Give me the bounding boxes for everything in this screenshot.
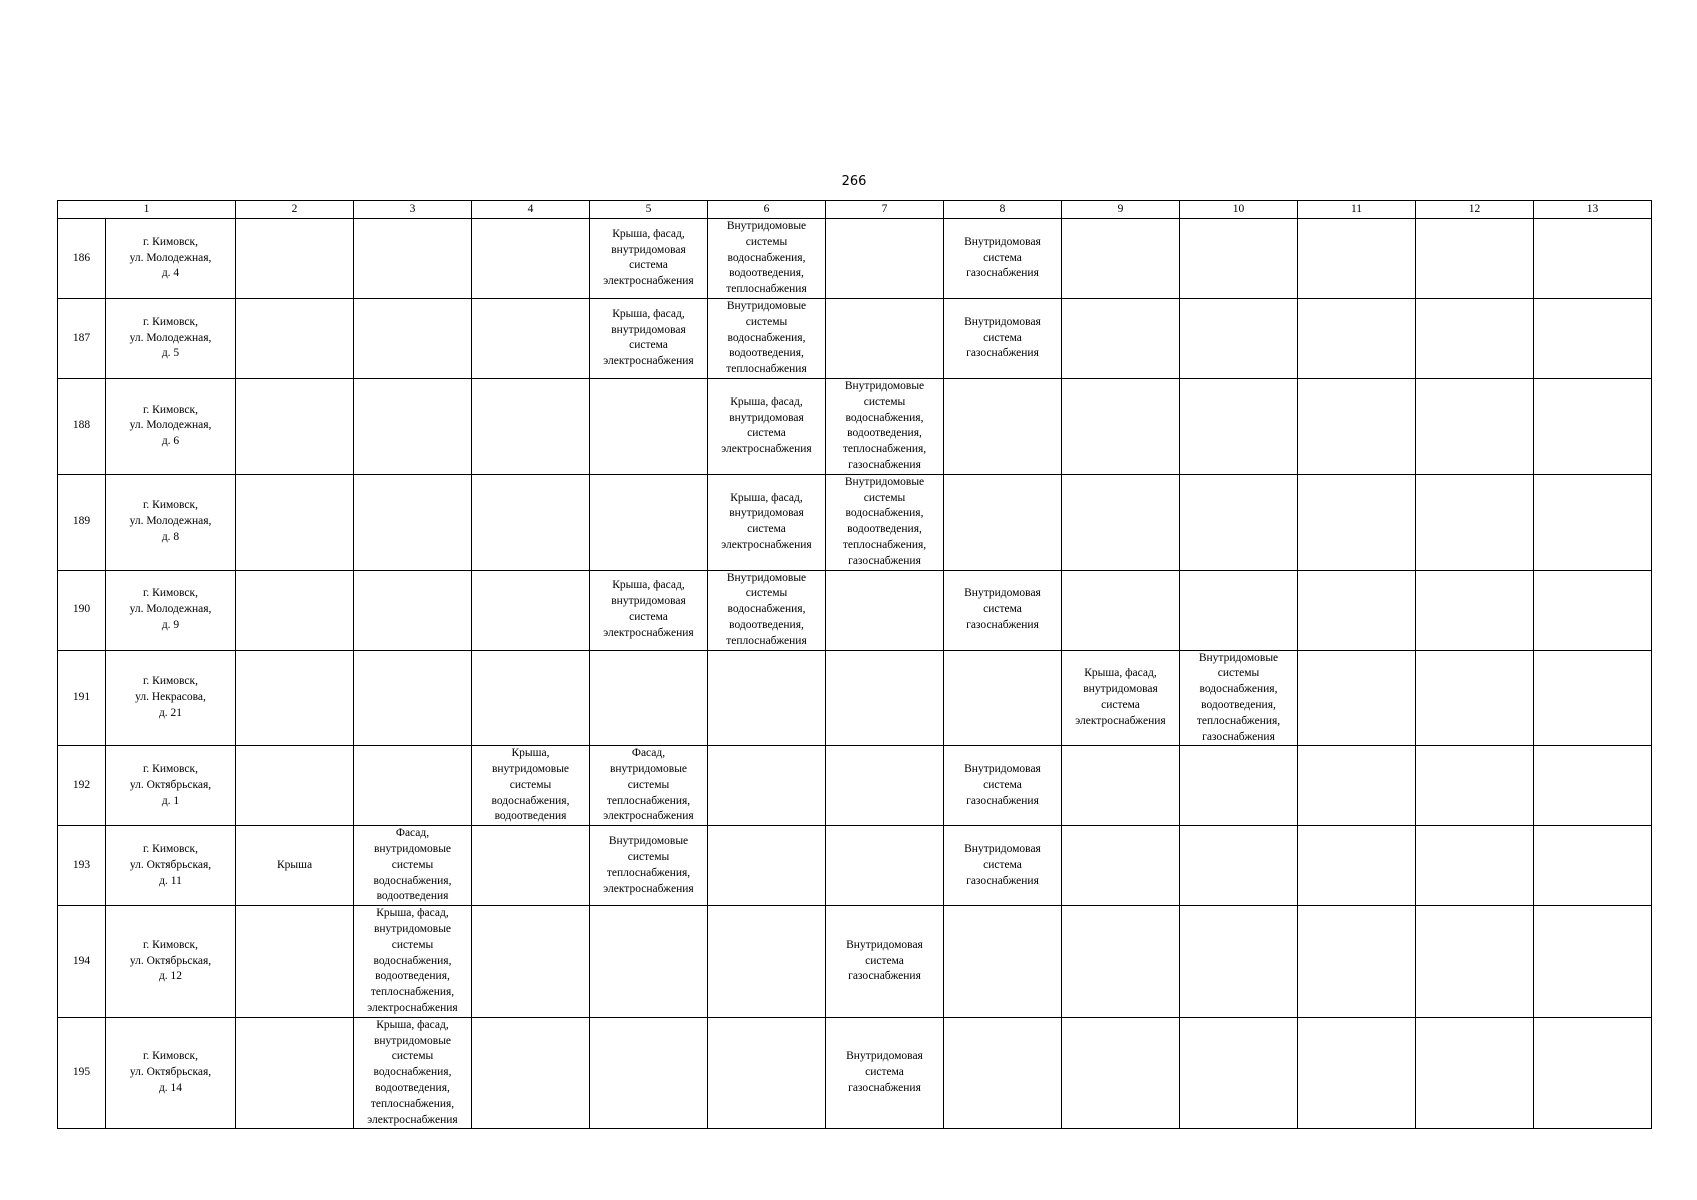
work-cell <box>1062 746 1180 826</box>
address-cell: г. Кимовск, ул. Октябрьская, д. 1 <box>106 746 236 826</box>
work-cell: Крыша, фасад, внутридомовая система электроснабжения <box>590 570 708 650</box>
work-cell <box>1298 219 1416 299</box>
work-cell <box>472 219 590 299</box>
work-cell: Крыша, фасад, внутридомовые системы водоснабжения, водоотведения, теплоснабжения, электроснабжения <box>354 906 472 1018</box>
work-cell <box>1534 570 1652 650</box>
work-cell <box>826 298 944 378</box>
work-cell <box>472 570 590 650</box>
work-cell <box>826 650 944 746</box>
work-cell <box>1062 378 1180 474</box>
work-cell: Внутридомовая система газоснабжения <box>944 219 1062 299</box>
work-cell <box>1062 219 1180 299</box>
work-cell <box>708 1017 826 1129</box>
work-cell: Крыша, фасад, внутридомовые системы водоснабжения, водоотведения, теплоснабжения, электроснабжения <box>354 1017 472 1129</box>
work-cell: Крыша, фасад, внутридомовая система электроснабжения <box>1062 650 1180 746</box>
work-cell: Внутридомовая система газоснабжения <box>826 906 944 1018</box>
work-cell <box>1180 474 1298 570</box>
work-cell <box>1416 1017 1534 1129</box>
work-cell <box>826 570 944 650</box>
table-row <box>58 650 1652 746</box>
header-cell: 9 <box>1062 201 1180 219</box>
row-number: 189 <box>58 474 106 570</box>
work-cell: Внутридомовые системы теплоснабжения, электроснабжения <box>590 826 708 906</box>
work-cell <box>1298 570 1416 650</box>
work-cell: Внутридомовые системы водоснабжения, водоотведения, теплоснабжения <box>708 570 826 650</box>
work-cell <box>590 378 708 474</box>
header-cell: 6 <box>708 201 826 219</box>
work-cell <box>1534 298 1652 378</box>
work-cell <box>944 906 1062 1018</box>
header-cell-1: 1 <box>58 201 236 219</box>
work-cell <box>1416 378 1534 474</box>
header-cell: 11 <box>1298 201 1416 219</box>
work-cell: Внутридомовая система газоснабжения <box>944 826 1062 906</box>
address-cell: г. Кимовск, ул. Некрасова, д. 21 <box>106 650 236 746</box>
header-cell: 5 <box>590 201 708 219</box>
work-cell <box>708 746 826 826</box>
work-cell <box>236 219 354 299</box>
work-cell <box>1180 746 1298 826</box>
row-number: 187 <box>58 298 106 378</box>
row-number: 193 <box>58 826 106 906</box>
row-number: 195 <box>58 1017 106 1129</box>
address-cell: г. Кимовск, ул. Октябрьская, д. 14 <box>106 1017 236 1129</box>
work-cell <box>1180 906 1298 1018</box>
table-row <box>58 378 1652 474</box>
work-cell <box>1534 474 1652 570</box>
work-cell <box>1180 826 1298 906</box>
row-number: 191 <box>58 650 106 746</box>
work-cell: Внутридомовые системы водоснабжения, водоотведения, теплоснабжения <box>708 219 826 299</box>
work-cell <box>472 298 590 378</box>
work-cell <box>1298 1017 1416 1129</box>
work-cell <box>1298 378 1416 474</box>
table-row <box>58 219 1652 299</box>
work-cell <box>472 650 590 746</box>
work-cell <box>1534 826 1652 906</box>
work-cell <box>1416 906 1534 1018</box>
work-cell <box>1298 298 1416 378</box>
work-cell <box>236 474 354 570</box>
table-row <box>58 746 1652 826</box>
header-cell: 8 <box>944 201 1062 219</box>
header-cell: 4 <box>472 201 590 219</box>
work-cell <box>708 826 826 906</box>
work-cell <box>1534 650 1652 746</box>
work-cell <box>1534 746 1652 826</box>
work-cell <box>1534 378 1652 474</box>
work-cell <box>1298 826 1416 906</box>
header-cell: 10 <box>1180 201 1298 219</box>
work-cell <box>944 650 1062 746</box>
address-cell: г. Кимовск, ул. Молодежная, д. 8 <box>106 474 236 570</box>
work-cell <box>354 474 472 570</box>
work-cell <box>1416 746 1534 826</box>
work-cell: Внутридомовые системы водоснабжения, водоотведения, теплоснабжения <box>708 298 826 378</box>
work-cell <box>1416 570 1534 650</box>
work-cell <box>1180 219 1298 299</box>
work-cell <box>590 1017 708 1129</box>
row-number: 194 <box>58 906 106 1018</box>
work-cell <box>472 378 590 474</box>
header-cell: 3 <box>354 201 472 219</box>
work-cell <box>354 570 472 650</box>
work-cell <box>1180 298 1298 378</box>
address-cell: г. Кимовск, ул. Октябрьская, д. 12 <box>106 906 236 1018</box>
work-cell: Внутридомовая система газоснабжения <box>944 746 1062 826</box>
work-cell: Фасад, внутридомовые системы водоснабжения, водоотведения <box>354 826 472 906</box>
table-row <box>58 298 1652 378</box>
work-cell <box>1416 298 1534 378</box>
work-cell <box>354 298 472 378</box>
table-row <box>58 570 1652 650</box>
work-cell <box>826 826 944 906</box>
work-cell <box>944 474 1062 570</box>
work-cell: Внутридомовые системы водоснабжения, водоотведения, теплоснабжения, газоснабжения <box>1180 650 1298 746</box>
work-cell <box>1298 906 1416 1018</box>
address-cell: г. Кимовск, ул. Молодежная, д. 5 <box>106 298 236 378</box>
work-cell <box>236 570 354 650</box>
work-cell <box>944 1017 1062 1129</box>
address-cell: г. Кимовск, ул. Молодежная, д. 6 <box>106 378 236 474</box>
address-cell: г. Кимовск, ул. Октябрьская, д. 11 <box>106 826 236 906</box>
work-cell <box>1416 219 1534 299</box>
work-cell <box>590 650 708 746</box>
work-cell <box>1298 650 1416 746</box>
work-cell <box>354 378 472 474</box>
work-cell <box>472 474 590 570</box>
table-row <box>58 906 1652 1018</box>
work-cell: Крыша, внутридомовые системы водоснабжения, водоотведения <box>472 746 590 826</box>
work-cell <box>1298 474 1416 570</box>
work-cell <box>1062 298 1180 378</box>
work-cell <box>1062 570 1180 650</box>
work-cell: Крыша, фасад, внутридомовая система электроснабжения <box>708 474 826 570</box>
work-cell <box>590 906 708 1018</box>
work-cell: Внутридомовые системы водоснабжения, водоотведения, теплоснабжения, газоснабжения <box>826 378 944 474</box>
work-cell <box>472 1017 590 1129</box>
row-number: 186 <box>58 219 106 299</box>
work-cell <box>354 746 472 826</box>
work-cell <box>708 650 826 746</box>
row-number: 192 <box>58 746 106 826</box>
work-cell <box>236 1017 354 1129</box>
row-number: 190 <box>58 570 106 650</box>
repair-schedule-table <box>57 200 1652 1129</box>
work-cell <box>1062 474 1180 570</box>
work-cell <box>354 650 472 746</box>
work-cell <box>944 378 1062 474</box>
work-cell <box>1062 826 1180 906</box>
work-cell <box>236 298 354 378</box>
work-cell <box>472 826 590 906</box>
work-cell <box>1062 906 1180 1018</box>
table-row <box>58 1017 1652 1129</box>
header-cell: 2 <box>236 201 354 219</box>
work-cell <box>472 906 590 1018</box>
work-cell <box>590 474 708 570</box>
table-row <box>58 474 1652 570</box>
work-cell <box>1180 570 1298 650</box>
work-cell <box>1416 826 1534 906</box>
table-row <box>58 826 1652 906</box>
work-cell: Крыша, фасад, внутридомовая система электроснабжения <box>590 298 708 378</box>
work-cell <box>1534 906 1652 1018</box>
work-cell <box>236 746 354 826</box>
work-cell <box>354 219 472 299</box>
work-cell <box>1180 378 1298 474</box>
work-cell <box>1416 650 1534 746</box>
header-cell: 12 <box>1416 201 1534 219</box>
header-cell: 7 <box>826 201 944 219</box>
page-number: 266 <box>841 174 867 189</box>
work-cell <box>1180 1017 1298 1129</box>
work-cell: Крыша, фасад, внутридомовая система электроснабжения <box>708 378 826 474</box>
work-cell <box>1534 219 1652 299</box>
header-cell: 13 <box>1534 201 1652 219</box>
row-number: 188 <box>58 378 106 474</box>
work-cell: Внутридомовая система газоснабжения <box>826 1017 944 1129</box>
work-cell <box>826 746 944 826</box>
work-cell <box>236 650 354 746</box>
work-cell <box>1534 1017 1652 1129</box>
work-cell: Крыша <box>236 826 354 906</box>
work-cell <box>236 906 354 1018</box>
address-cell: г. Кимовск, ул. Молодежная, д. 9 <box>106 570 236 650</box>
work-cell <box>708 906 826 1018</box>
work-cell: Внутридомовая система газоснабжения <box>944 570 1062 650</box>
work-cell <box>1298 746 1416 826</box>
work-cell: Фасад, внутридомовые системы теплоснабжения, электроснабжения <box>590 746 708 826</box>
work-cell <box>1416 474 1534 570</box>
work-cell <box>1062 1017 1180 1129</box>
work-cell <box>236 378 354 474</box>
work-cell: Внутридомовая система газоснабжения <box>944 298 1062 378</box>
work-cell: Внутридомовые системы водоснабжения, водоотведения, теплоснабжения, газоснабжения <box>826 474 944 570</box>
column-number-header <box>58 201 1652 219</box>
work-cell <box>826 219 944 299</box>
address-cell: г. Кимовск, ул. Молодежная, д. 4 <box>106 219 236 299</box>
work-cell: Крыша, фасад, внутридомовая система электроснабжения <box>590 219 708 299</box>
